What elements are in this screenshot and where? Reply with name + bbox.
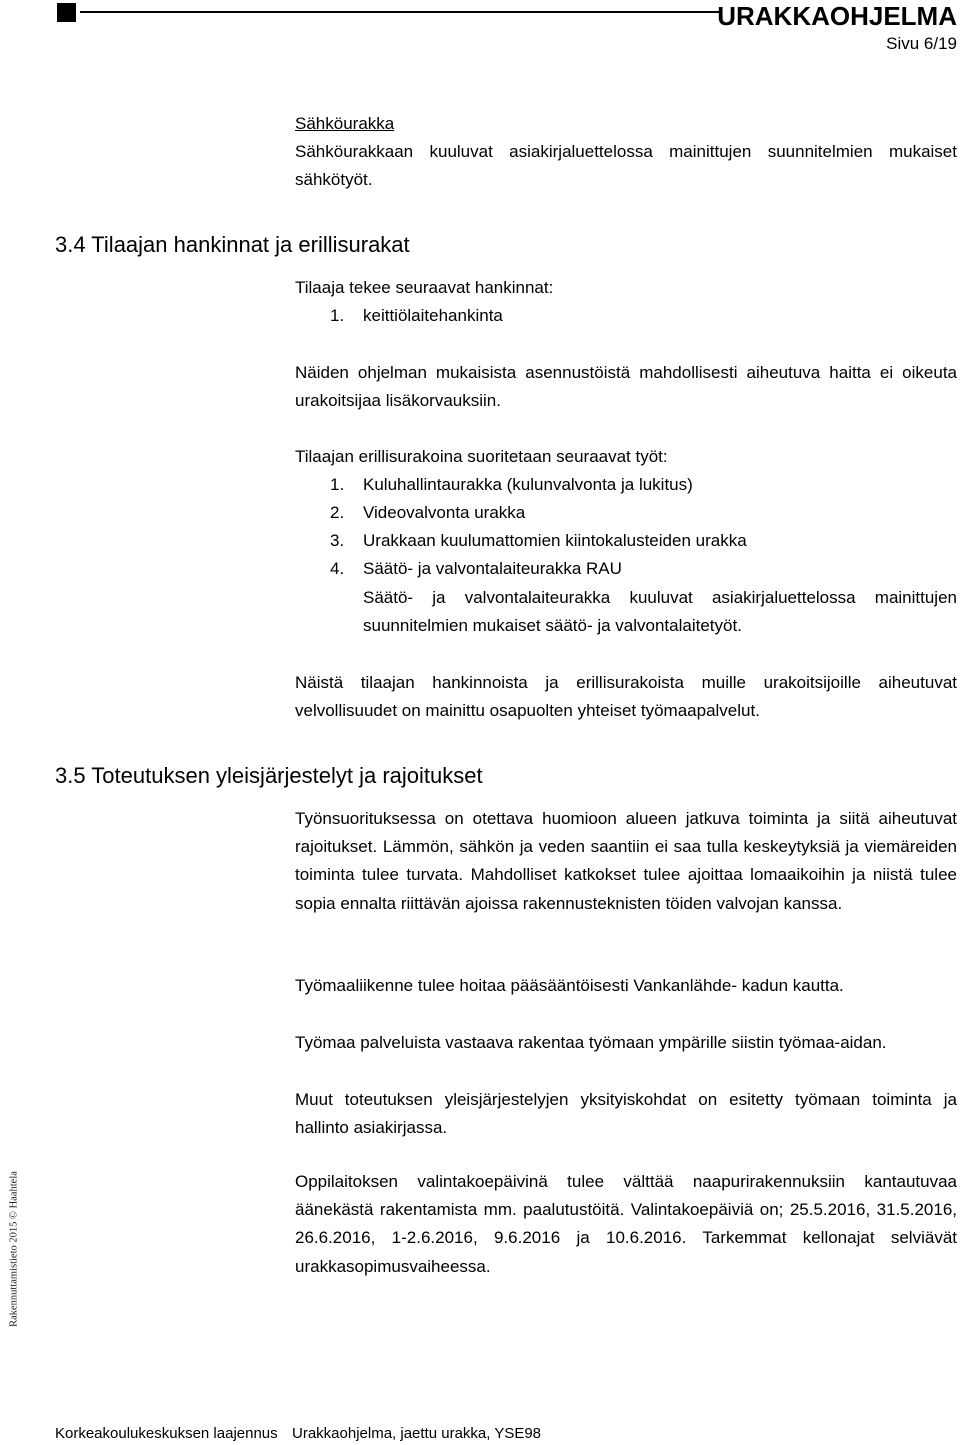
list-item-number: 3. — [330, 531, 345, 550]
list-item: keittiölaitehankinta — [363, 306, 503, 325]
section-3-5-paragraph-1: Työnsuorituksessa on otettava huomioon alueen jatkuva toiminta ja siitä aiheutuvat rajoitukset. Lämmön, sähkön ja veden saantiin ei saa tulla keskeytyksiä ja viemäreiden toiminta tulee turvata. Mahdolliset katkokset tulee ajoittaa lomaaikoihin ja niistä tulee sopia ennalta riittävän ajoissa rakennusteknisten töiden valvojan kanssa. — [295, 809, 957, 913]
separate-contracts-intro: Tilaajan erillisurakoina suoritetaan seuraavat työt: — [295, 447, 668, 466]
rau-description: Säätö- ja valvontalaiteurakka kuuluvat asiakirjaluettelossa mainittujen suunnitelmien mukaiset säätö- ja valvontalaitetyöt. — [363, 588, 957, 636]
purchases-disclaimer: Näiden ohjelman mukaisista asennustöistä mahdollisesti aiheutuva haitta ei oikeuta urakoitsijaa lisäkorvauksiin. — [295, 363, 957, 411]
header-square-mark — [57, 3, 76, 22]
section-3-5-paragraph-5: Oppilaitoksen valintakoepäivinä tulee välttää naapurirakennuksiin kantautuvaa äänekästä rakentamista mm. paalutustöitä. Valintakoepäiviä on; 25.5.2016, 31.5.2016, 26.6.2016, 1-2.6.2016, 9.6.2016 ja 10.6.2016. Tarkemmat kellonajat selviävät urakkasopimusvaiheessa. — [295, 1172, 957, 1276]
purchases-intro: Tilaaja tekee seuraavat hankinnat: — [295, 278, 554, 297]
section-3-5-paragraph-2: Työmaaliikenne tulee hoitaa pääsääntöisesti Vankanlähde- kadun kautta. — [295, 976, 844, 995]
header-rule — [80, 11, 720, 13]
document-title: URAKKAOHJELMA — [717, 1, 957, 31]
list-item: Kuluhallintaurakka (kulunvalvonta ja lukitus) — [363, 475, 693, 494]
footer-project: Korkeakoulukeskuksen laajennus — [55, 1425, 278, 1442]
section-3-5-paragraph-4: Muut toteutuksen yleisjärjestelyjen yksityiskohdat on esitetty työmaan toiminta ja hallinto asiakirjassa. — [295, 1090, 957, 1138]
footer-document: Urakkaohjelma, jaettu urakka, YSE98 — [292, 1425, 542, 1442]
section-3-5-heading: 3.5 Toteutuksen yleisjärjestelyt ja rajoitukset — [55, 763, 483, 788]
section-3-4-closing: Näistä tilaajan hankinnoista ja erillisurakoista muille urakoitsijoille aiheutuvat velvollisuudet on mainittu osapuolten yhteiset työmaapalvelut. — [295, 673, 957, 721]
list-item-number: 1. — [330, 475, 345, 494]
copyright-side-note: Rakennuttamistieto 2015 © Haahtela — [8, 1171, 20, 1327]
list-item: Urakkaan kuulumattomien kiintokalusteiden urakka — [363, 531, 747, 550]
section-3-4-heading: 3.4 Tilaajan hankinnat ja erillisurakat — [55, 232, 410, 257]
electrical-contract-title: Sähköurakka — [295, 114, 395, 133]
list-item: Videovalvonta urakka — [363, 503, 526, 522]
list-item-number: 1. — [330, 306, 345, 325]
list-item-number: 4. — [330, 559, 345, 578]
section-3-5-paragraph-3: Työmaa palveluista vastaava rakentaa työmaan ympärille siistin työmaa-aidan. — [295, 1033, 887, 1052]
electrical-contract-body: Sähköurakkaan kuuluvat asiakirjaluettelossa mainittujen suunnitelmien mukaiset sähkötyöt. — [295, 142, 957, 190]
list-item-number: 2. — [330, 503, 345, 522]
page-number: Sivu 6/19 — [886, 34, 957, 53]
list-item: Säätö- ja valvontalaiteurakka RAU — [363, 559, 622, 578]
